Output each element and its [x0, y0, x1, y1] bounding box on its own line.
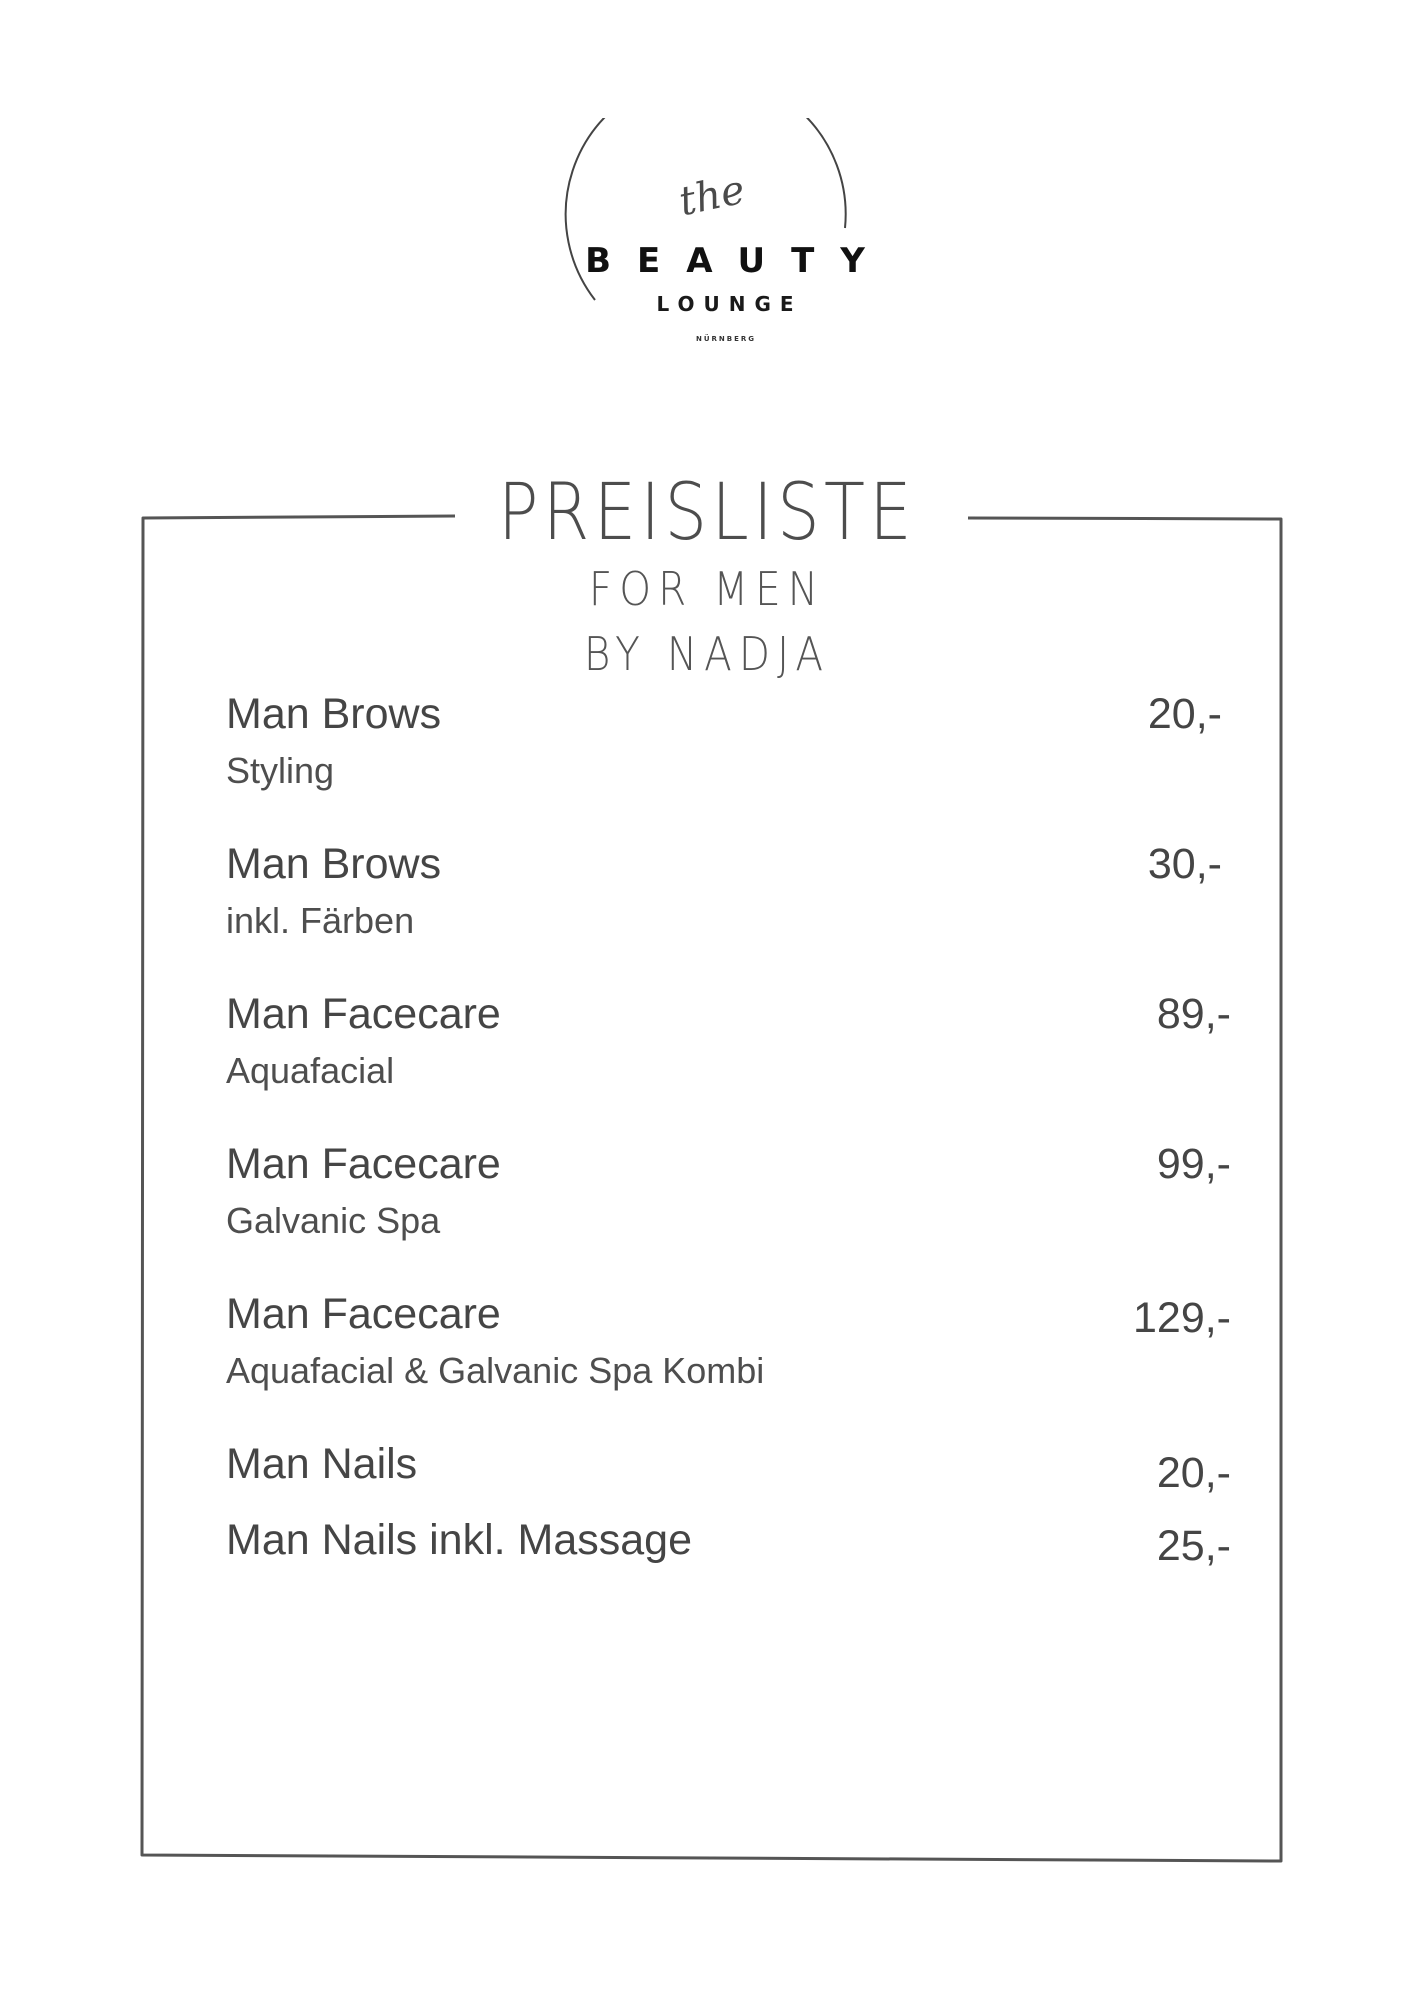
logo-beauty-text: BEAUTY: [585, 241, 891, 281]
service-name: Man Facecare: [226, 1290, 501, 1338]
service-description: Styling: [226, 750, 335, 791]
service-description: Aquafacial: [226, 1050, 395, 1091]
service-name: Man Facecare: [226, 1140, 501, 1188]
service-price: 20,-: [1147, 690, 1222, 738]
service-name: Man Brows: [226, 690, 442, 738]
page-subtitle-audience: FOR MEN: [588, 562, 826, 616]
service-price: 89,-: [1156, 990, 1231, 1038]
service-price: 30,-: [1147, 840, 1222, 888]
service-description: inkl. Färben: [226, 900, 415, 941]
service-name: Man Brows: [226, 840, 442, 888]
logo-city-text: NÜRNBERG: [695, 335, 757, 343]
service-price: 99,-: [1156, 1140, 1231, 1188]
service-price: 20,-: [1156, 1449, 1231, 1497]
page-title: PREISLISTE: [498, 468, 916, 558]
logo-lounge-text: LOUNGE: [656, 292, 803, 316]
service-name: Man Facecare: [226, 990, 501, 1038]
service-description: Galvanic Spa: [226, 1200, 441, 1241]
logo-script-the: the: [675, 166, 749, 226]
service-name: Man Nails inkl. Massage: [226, 1516, 693, 1564]
page-subtitle-author: BY NADJA: [583, 627, 831, 681]
service-description: Aquafacial & Galvanic Spa Kombi: [226, 1350, 765, 1391]
service-price: 25,-: [1156, 1522, 1231, 1570]
service-name: Man Nails: [226, 1440, 418, 1488]
service-price: 129,-: [1132, 1294, 1231, 1342]
